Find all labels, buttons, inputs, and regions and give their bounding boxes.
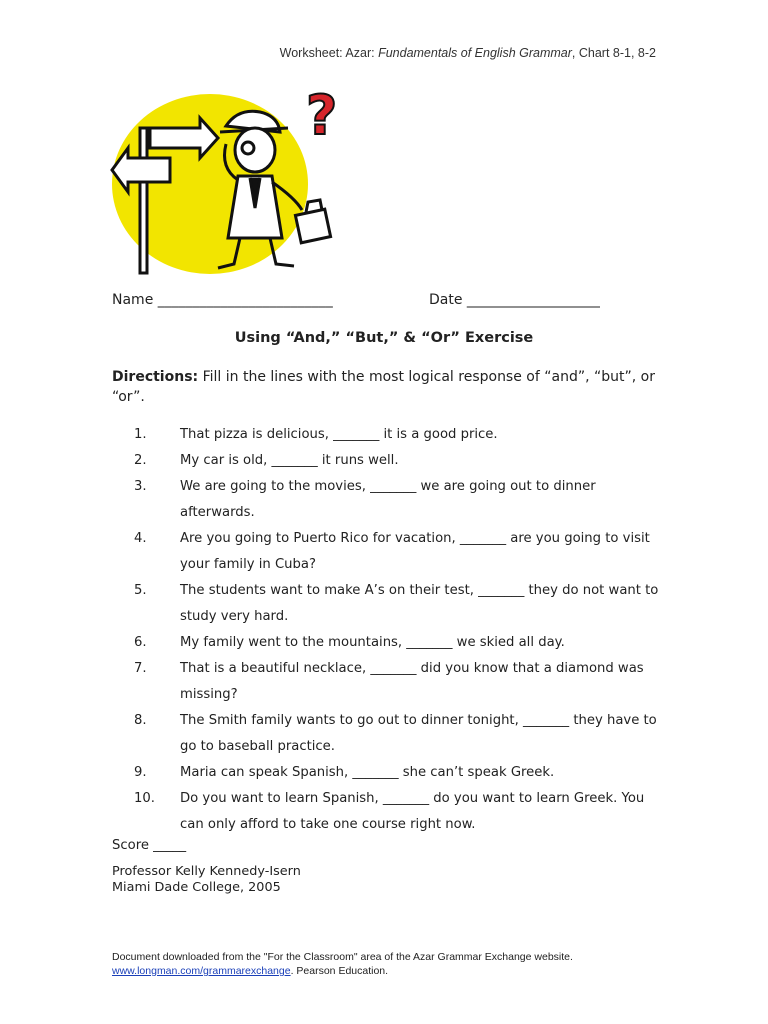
list-item [112,578,662,630]
item-text[interactable]: We are going to the movies, _______ we are going out to dinner afterwards. [180,479,596,520]
item-number: 4. [134,531,147,546]
item-number: 10. [134,791,155,806]
header-book-title: Fundamentals of English Grammar [378,46,572,60]
item-text[interactable]: Do you want to learn Spanish, _______ do you want to learn Greek. You can only afford to take one course right now. [180,791,645,832]
worksheet-header [280,46,656,60]
list-item [112,422,662,448]
author-name: Professor Kelly Kennedy-Isern [112,864,301,879]
name-date-row [112,292,672,308]
item-number: 2. [134,453,147,468]
footer-link-line [112,964,573,978]
header-prefix: Worksheet: Azar: [279,46,379,60]
score-field[interactable]: Score _____ [112,838,187,853]
item-number: 9. [134,765,147,780]
list-item [112,526,662,578]
header-suffix: , Chart 8-1, 8-2 [571,46,656,60]
list-item [112,474,662,526]
name-field[interactable]: Name _________________________ [112,292,333,308]
item-number: 6. [134,635,147,650]
list-item [112,630,662,656]
date-field[interactable]: Date ___________________ [429,292,600,308]
item-number: 8. [134,713,147,728]
item-text[interactable]: Are you going to Puerto Rico for vacation, _______ are you going to visit your family in Cuba? [180,531,650,572]
item-text[interactable]: My family went to the mountains, _______ we skied all day. [180,635,565,650]
item-text[interactable]: The Smith family wants to go out to dinner tonight, _______ they have to go to baseball practice. [180,713,657,754]
author-block [112,864,301,896]
footer [112,950,573,978]
list-item [112,708,662,760]
item-text[interactable]: That is a beautiful necklace, _______ did you know that a diamond was missing? [180,661,644,702]
list-item [112,760,662,786]
item-number: 7. [134,661,147,676]
list-item [112,656,662,708]
question-mark-icon: ? [306,88,338,147]
footer-publisher: . Pearson Education. [290,965,389,977]
item-text[interactable]: The students want to make A’s on their test, _______ they do not want to study very hard. [180,583,659,624]
directions-label: Directions: [112,369,199,385]
exercise-title: Using “And,” “But,” & “Or” Exercise [234,330,534,346]
item-text[interactable]: My car is old, _______ it runs well. [180,453,399,468]
author-institution: Miami Dade College, 2005 [112,880,281,895]
item-number: 1. [134,427,147,442]
directions [112,367,672,407]
footer-note: Document downloaded from the "For the Classroom" area of the Azar Grammar Exchange website. [112,951,573,963]
item-number: 3. [134,479,147,494]
item-number: 5. [134,583,147,598]
list-item [112,448,662,474]
confused-traveler-icon [110,88,370,278]
item-text[interactable]: Maria can speak Spanish, _______ she can’t speak Greek. [180,765,555,780]
exercise-list [112,422,662,838]
grammar-exchange-link[interactable]: www.longman.com/grammarexchange [112,965,291,977]
list-item [112,786,662,838]
directions-text: Fill in the lines with the most logical response of “and”, “but”, or “or”. [112,369,655,405]
item-text[interactable]: That pizza is delicious, _______ it is a good price. [180,427,498,442]
